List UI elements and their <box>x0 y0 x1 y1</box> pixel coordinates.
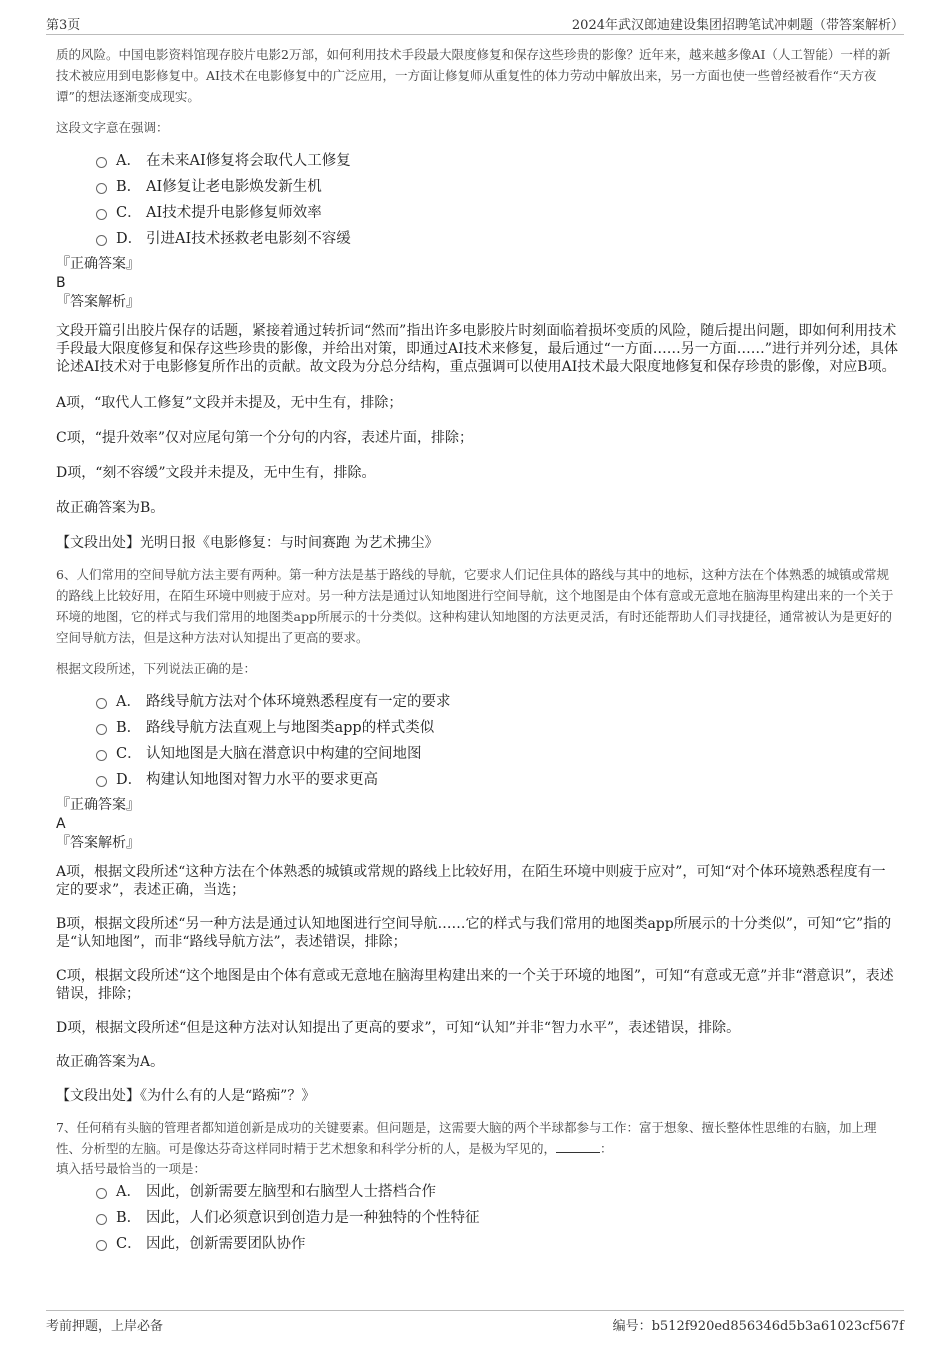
q7-options <box>56 1177 898 1255</box>
document-id: 编号：b512f920ed856346d5b3a61023cf567f <box>612 1319 904 1334</box>
q6-question: 根据文段所述，下列说法正确的是： <box>56 661 257 676</box>
page-footer <box>46 1310 904 1337</box>
footer-slogan: 考前押题，上岸必备 <box>46 1319 164 1334</box>
q6-option-a[interactable]: A． 路线导航方法对个体环境熟悉程度有一定的要求 <box>96 687 898 713</box>
q5-answer-tag: 『正确答案』 <box>56 256 140 272</box>
radio-icon[interactable] <box>96 235 107 246</box>
q6-option-d[interactable]: D． 构建认知地图对智力水平的要求更高 <box>96 765 898 791</box>
q7-question: 填入括号最恰当的一项是： <box>56 1161 207 1176</box>
radio-icon[interactable] <box>96 1240 107 1251</box>
q7-option-b[interactable]: B． 因此，人们必须意识到创造力是一种独特的个性特征 <box>96 1203 898 1229</box>
q5-options <box>56 146 898 250</box>
q5-answer: B <box>56 275 66 291</box>
page-number: 第3页 <box>46 18 81 33</box>
q6-analysis-d: D项，根据文段所述“但是这种方法对认知提出了更高的要求”，可知“认知”并非“智力水平”，表述错误，排除。 <box>56 1020 741 1036</box>
radio-icon[interactable] <box>96 776 107 787</box>
q5-conclusion: 故正确答案为B。 <box>56 500 165 516</box>
q6-conclusion: 故正确答案为A。 <box>56 1054 165 1070</box>
document-body <box>56 44 898 1255</box>
radio-icon[interactable] <box>96 209 107 220</box>
radio-icon[interactable] <box>96 1188 107 1199</box>
q5-analysis-c: C项，“提升效率”仅对应尾句第一个分句的内容，表述片面，排除； <box>56 430 474 446</box>
q7-passage: 7、任何稍有头脑的管理者都知道创新是成功的关键要素。但问题是，这需要大脑的两个半球都参与工作：富于想象、擅长整体性思维的右脑，加上理性、分析型的左脑。可是像达芬奇这样同时精于艺术想象和科学分析的人，是极为罕见的， ： <box>56 1120 877 1156</box>
radio-icon[interactable] <box>96 183 107 194</box>
q5-passage: 质的风险。中国电影资料馆现存胶片电影2万部，如何利用技术手段最大限度修复和保存这些珍贵的影像？近年来，越来越多像AI（人工智能）一样的新技术被应用到电影修复中。AI技术在电影修复中的广泛应用，一方面让修复师从重复性的体力劳动中解放出来，另一方面也使一些曾经被看作“天方夜谭”的想法逐渐变成现实。 <box>56 47 891 104</box>
q5-option-d[interactable]: D． 引进AI技术拯救老电影刻不容缓 <box>96 224 898 250</box>
q6-analysis-a: A项，根据文段所述“这种方法在个体熟悉的城镇或常规的路线上比较好用，在陌生环境中则疲于应对”，可知“对个体环境熟悉程度有一定的要求”，表述正确，当选； <box>56 864 886 898</box>
radio-icon[interactable] <box>96 698 107 709</box>
q7-option-c[interactable]: C． 因此，创新需要团队协作 <box>96 1229 898 1255</box>
q6-analysis-tag: 『答案解析』 <box>56 835 140 851</box>
q5-analysis-d: D项，“刻不容缓”文段并未提及，无中生有，排除。 <box>56 465 376 481</box>
q5-analysis-tag: 『答案解析』 <box>56 294 140 310</box>
q6-analysis-b: B项，根据文段所述“另一种方法是通过认知地图进行空间导航……它的样式与我们常用的地图类app所展示的十分类似”，可知“它”指的是“认知地图”，而非“路线导航方法”，表述错误，排除； <box>56 916 892 950</box>
q5-option-a[interactable]: A． 在未来AI修复将会取代人工修复 <box>96 146 898 172</box>
q5-question: 这段文字意在强调： <box>56 120 169 135</box>
q5-option-b[interactable]: B． AI修复让老电影焕发新生机 <box>96 172 898 198</box>
radio-icon[interactable] <box>96 724 107 735</box>
document-title: 2024年武汉郎迪建设集团招聘笔试冲刺题（带答案解析） <box>571 18 904 33</box>
q6-answer-tag: 『正确答案』 <box>56 797 140 813</box>
q7-option-a[interactable]: A． 因此，创新需要左脑型和右脑型人士搭档合作 <box>96 1177 898 1203</box>
q6-answer: A <box>56 816 66 832</box>
answer-blank <box>556 1140 600 1153</box>
radio-icon[interactable] <box>96 750 107 761</box>
q6-source: 【文段出处】《为什么有的人是“路痴”？》 <box>56 1088 316 1104</box>
q5-analysis-a: A项，“取代人工修复”文段并未提及，无中生有，排除； <box>56 395 403 411</box>
q6-option-c[interactable]: C． 认知地图是大脑在潜意识中构建的空间地图 <box>96 739 898 765</box>
page-header <box>46 14 904 35</box>
q6-analysis-c: C项，根据文段所述“这个地图是由个体有意或无意地在脑海里构建出来的一个关于环境的地图”，可知“有意或无意”并非“潜意识”，表述错误，排除； <box>56 968 894 1002</box>
q6-options <box>56 687 898 791</box>
q5-option-c[interactable]: C． AI技术提升电影修复师效率 <box>96 198 898 224</box>
radio-icon[interactable] <box>96 1214 107 1225</box>
q5-source: 【文段出处】光明日报《电影修复：与时间赛跑 为艺术拂尘》 <box>56 535 439 551</box>
q5-analysis-main: 文段开篇引出胶片保存的话题，紧接着通过转折词“然而”指出许多电影胶片时刻面临着损坏变质的风险，随后提出问题，即如何利用技术手段最大限度修复和保存这些珍贵的影像，并给出对策，即通过AI技术来修复，最后通过“一方面……另一方面……”进行并列分述，具体论述AI技术对于电影修复所作出的贡献。故文段为分总分结构，重点强调可以使用AI技术最大限度地修复和保存珍贵的影像，对应B项。 <box>56 323 898 375</box>
q6-passage: 6、人们常用的空间导航方法主要有两种。第一种方法是基于路线的导航，它要求人们记住具体的路线与其中的地标，这种方法在个体熟悉的城镇或常规的路线上比较好用，在陌生环境中则疲于应对。另一种方法是通过认知地图进行空间导航，这个地图是由个体有意或无意地在脑海里构建出来的一个关于环境的地图，它的样式与我们常用的地图类app所展示的十分类似。这种构建认知地图的方法更灵活，有时还能帮助人们寻找捷径，通常被认为是更好的空间导航方法，但是这种方法对认知提出了更高的要求。 <box>56 567 894 645</box>
radio-icon[interactable] <box>96 157 107 168</box>
q6-option-b[interactable]: B． 路线导航方法直观上与地图类app的样式类似 <box>96 713 898 739</box>
